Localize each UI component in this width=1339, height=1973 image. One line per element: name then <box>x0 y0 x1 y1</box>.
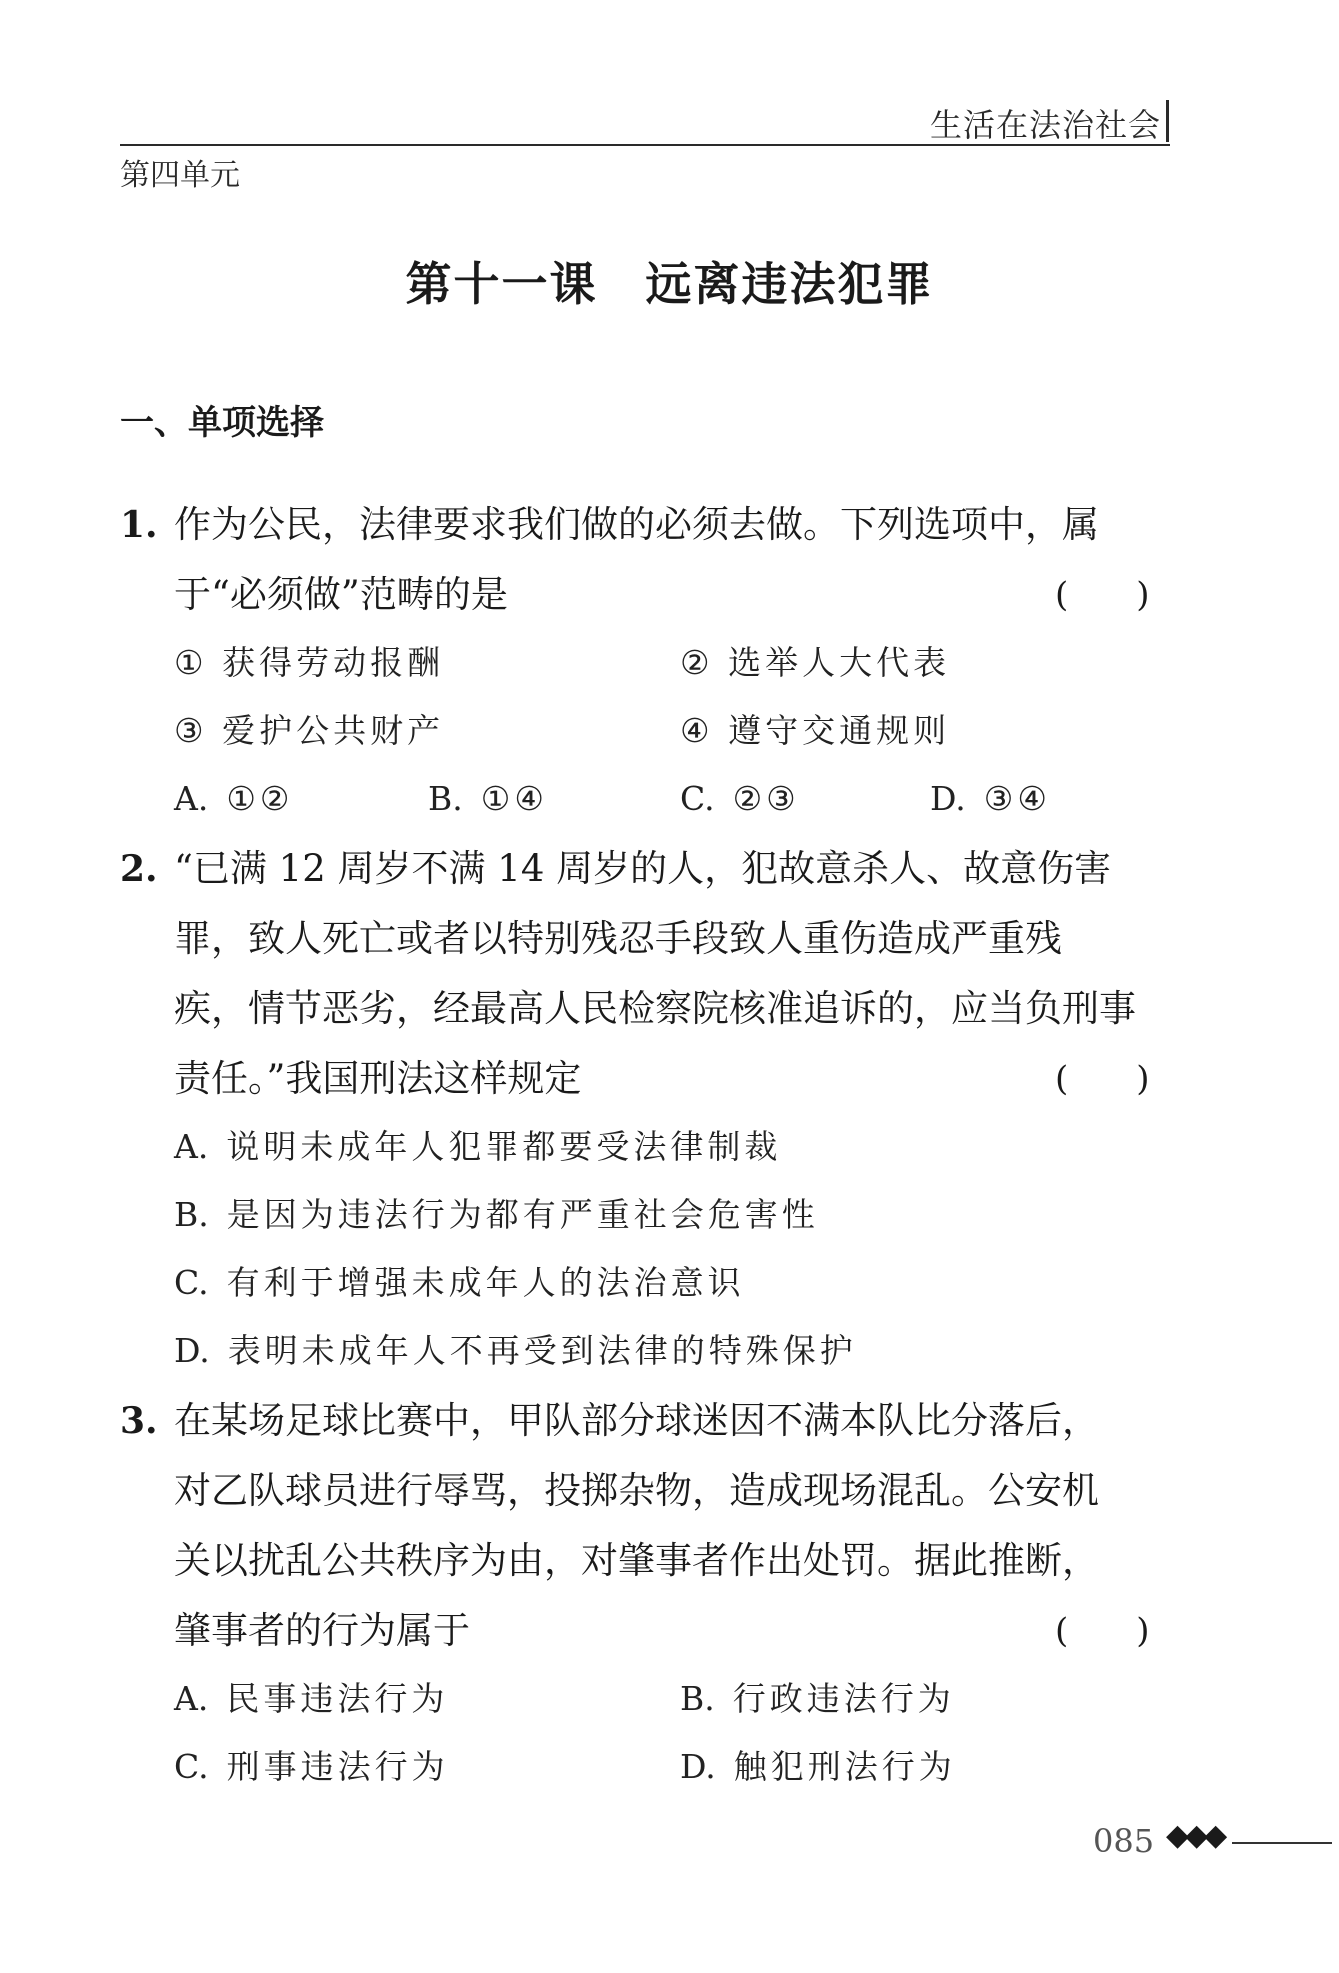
question-text-line: 责任。”我国刑法这样规定 <box>174 1057 582 1100</box>
option-text: 有利于增强未成年人的法治意识 <box>226 1263 745 1302</box>
option-letter: C. <box>680 779 715 818</box>
question-text-line: 罪，致人死亡或者以特别残忍手段致人重伤造成严重残 <box>174 917 1062 960</box>
option-text: 触犯刑法行为 <box>733 1747 956 1786</box>
option-letter: B. <box>428 779 463 818</box>
statement-3: ③ 爱护公共财产 <box>174 711 445 750</box>
option-letter: D. <box>680 1747 716 1786</box>
statement-2: ② 选举人大代表 <box>680 643 951 682</box>
option-b <box>680 1664 955 1734</box>
lesson-title <box>0 248 1339 314</box>
option-a <box>174 1664 448 1734</box>
option-c <box>174 1248 745 1318</box>
option-a <box>174 1112 781 1182</box>
option-text: ①④ <box>480 779 548 818</box>
option-d <box>174 1316 857 1386</box>
option-text: 行政违法行为 <box>732 1679 955 1718</box>
option-letter: C. <box>174 1747 209 1786</box>
question-number: 3. <box>120 1400 158 1442</box>
header-rule <box>120 144 1170 146</box>
question-text-line: 在某场足球比赛中，甲队部分球迷因不满本队比分落后， <box>174 1399 1099 1442</box>
option-b <box>428 764 548 834</box>
option-text: 说明未成年人犯罪都要受法律制裁 <box>226 1127 782 1166</box>
header-bar <box>1166 100 1169 142</box>
option-letter: B. <box>680 1679 715 1718</box>
section-title: 一、单项选择 <box>120 403 324 443</box>
option-text: 表明未成年人不再受到法律的特殊保护 <box>227 1331 857 1370</box>
option-letter: A. <box>174 1679 209 1718</box>
option-text: ③④ <box>983 779 1051 818</box>
option-d <box>680 1732 956 1802</box>
question-text-line: 肇事者的行为属于 <box>174 1609 470 1652</box>
question-number: 2. <box>120 848 158 890</box>
running-header-title: 生活在法治社会 <box>929 106 1161 144</box>
lesson-name: 远离违法犯罪 <box>645 257 934 311</box>
page-number: 085 <box>1093 1822 1155 1860</box>
question-text-line: 作为公民，法律要求我们做的必须去做。下列选项中，属 <box>174 503 1099 546</box>
option-c <box>680 764 800 834</box>
option-letter: D. <box>174 1331 210 1370</box>
diamond-ornament-icon: ◆◆◆ <box>1166 1818 1224 1853</box>
option-text: 是因为违法行为都有严重社会危害性 <box>226 1195 819 1234</box>
question-text-line: 疾，情节恶劣，经最高人民检察院核准追诉的，应当负刑事 <box>174 987 1136 1030</box>
option-c <box>174 1732 449 1802</box>
question-text-line: 关以扰乱公共秩序为由，对肇事者作出处罚。据此推断， <box>174 1539 1099 1582</box>
answer-bracket: ( ) <box>1055 1611 1150 1651</box>
option-letter: D. <box>930 779 966 818</box>
answer-bracket: ( ) <box>1055 575 1150 615</box>
question-text-line: 对乙队球员进行辱骂，投掷杂物，造成现场混乱。公安机 <box>174 1469 1099 1512</box>
option-a <box>174 764 294 834</box>
option-text: ①② <box>226 779 294 818</box>
footer-rule <box>1232 1842 1332 1844</box>
option-text: 民事违法行为 <box>226 1679 449 1718</box>
lesson-number: 第十一课 <box>405 257 598 311</box>
question-number: 1. <box>120 504 158 546</box>
answer-bracket: ( ) <box>1055 1059 1150 1099</box>
option-d <box>930 764 1051 834</box>
option-letter: A. <box>174 779 209 818</box>
unit-label: 第四单元 <box>120 158 240 193</box>
option-text: ②③ <box>732 779 800 818</box>
option-letter: A. <box>174 1127 209 1166</box>
statement-4: ④ 遵守交通规则 <box>680 711 951 750</box>
question-text-line: “已满 12 周岁不满 14 周岁的人，犯故意杀人、故意伤害 <box>174 847 1112 890</box>
option-letter: B. <box>174 1195 209 1234</box>
option-text: 刑事违法行为 <box>226 1747 449 1786</box>
option-b <box>174 1180 819 1250</box>
option-letter: C. <box>174 1263 209 1302</box>
statement-1: ① 获得劳动报酬 <box>174 643 445 682</box>
question-text-line: 于“必须做”范畴的是 <box>174 573 508 616</box>
